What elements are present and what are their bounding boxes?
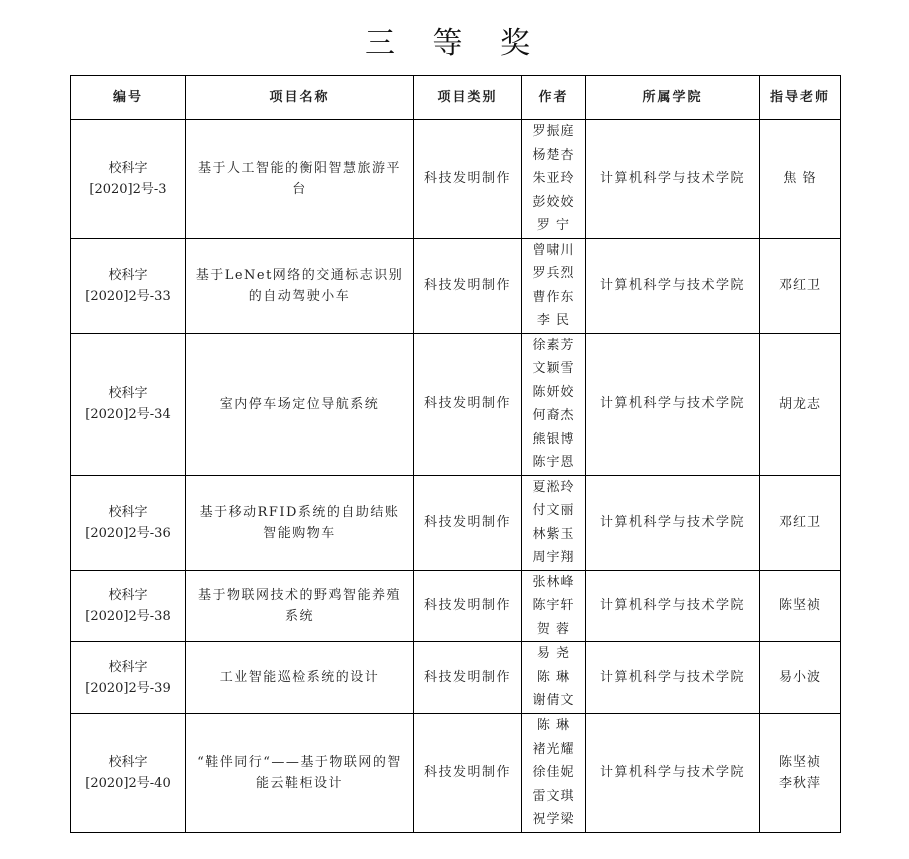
id-number: [2020]2号-36 [85,525,171,541]
author-name: 熊银博 [532,431,575,447]
author-name: 徐佳妮 [532,765,575,780]
page-title: 三 等 奖 [364,26,545,61]
authors-cell [522,570,586,642]
author-name: 李 民 [536,313,571,328]
author-name: 陈 琳 [536,718,571,733]
advisor-cell: 邓红卫 [760,238,841,333]
authors-cell [522,642,586,714]
table-row [71,238,841,333]
project-name-cell: 基于人工智能的衡阳智慧旅游平台 [186,120,414,239]
advisor-cell: 胡龙志 [760,333,841,475]
author-name: 曾啸川 [532,242,575,258]
authors-cell [522,714,586,833]
header-id: 编号 [71,76,186,120]
project-id-cell [71,642,186,714]
project-category-cell: 科技发明制作 [414,570,522,642]
author-name: 林紫玉 [532,526,575,542]
table-row [71,642,841,714]
id-prefix: 校科字 [108,754,148,770]
school-cell: 计算机科学与技术学院 [586,238,760,333]
author-name: 陈宇轩 [532,598,575,613]
school-cell: 计算机科学与技术学院 [586,333,760,475]
table-header-row [71,76,841,120]
project-id-cell [71,475,186,570]
advisor-cell: 焦 铬 [760,120,841,239]
advisor-cell: 邓红卫 [760,475,841,570]
id-number: [2020]2号-34 [85,407,171,422]
author-name: 罗 宁 [536,218,571,233]
advisor-name: 陈坚祯 [778,754,821,770]
id-number: [2020]2号-40 [85,775,171,791]
author-name: 徐素芳 [532,337,575,353]
project-category-cell: 科技发明制作 [414,475,522,570]
header-category: 项目类别 [414,76,522,120]
table-row [71,714,841,833]
authors-cell [522,333,586,475]
school-cell: 计算机科学与技术学院 [586,642,760,714]
id-number: [2020]2号-39 [85,680,171,696]
author-name: 彭姣姣 [532,194,575,210]
authors-cell [522,238,586,333]
project-category-cell: 科技发明制作 [414,120,522,239]
author-name: 何裔杰 [532,408,575,423]
project-id-cell [71,714,186,833]
author-name: 贺 蓉 [536,621,571,637]
advisor-cell: 易小波 [760,642,841,714]
author-name: 陈宇恩 [532,455,575,470]
school-cell: 计算机科学与技术学院 [586,475,760,570]
id-prefix: 校科字 [108,267,148,283]
project-id-cell [71,120,186,239]
author-name: 祝学梁 [532,812,575,827]
author-name: 张林峰 [532,574,575,590]
author-name: 陈妍姣 [532,384,575,400]
table-row [71,333,841,475]
project-category-cell: 科技发明制作 [414,333,522,475]
author-name: 杨楚杏 [532,147,575,163]
authors-cell [522,475,586,570]
author-name: 易 尧 [536,646,571,662]
id-prefix: 校科字 [108,160,148,176]
id-prefix: 校科字 [108,386,148,401]
school-cell: 计算机科学与技术学院 [586,570,760,642]
author-name: 罗振庭 [532,124,575,139]
project-name-cell: 基于物联网技术的野鸡智能养殖系统 [186,570,414,642]
id-number: [2020]2号-38 [85,608,171,624]
id-number: [2020]2号-33 [85,288,171,304]
author-name: 朱亚玲 [532,171,575,186]
advisor-name: 李秋萍 [778,775,821,791]
table-row [71,120,841,239]
advisor-cell [760,714,841,833]
header-authors: 作者 [522,76,586,120]
id-prefix: 校科字 [108,504,148,520]
project-name-cell: 基于LeNet网络的交通标志识别的自动驾驶小车 [186,238,414,333]
author-name: 罗兵烈 [532,266,575,281]
id-number: [2020]2号-3 [89,181,167,197]
school-cell: 计算机科学与技术学院 [586,120,760,239]
project-id-cell [71,238,186,333]
advisor-cell: 陈坚祯 [760,570,841,642]
author-name: 付文丽 [532,503,575,518]
author-name: 文颖雪 [532,361,575,376]
author-name: 谢倩文 [532,693,575,709]
project-category-cell: 科技发明制作 [414,238,522,333]
table-row [71,475,841,570]
project-category-cell: 科技发明制作 [414,714,522,833]
author-name: 曹作东 [532,289,575,305]
project-name-cell: 室内停车场定位导航系统 [186,333,414,475]
id-prefix: 校科字 [108,587,148,603]
award-table [70,75,841,833]
author-name: 雷文琪 [532,788,575,804]
header-project: 项目名称 [186,76,414,120]
project-id-cell [71,570,186,642]
project-name-cell: “鞋伴同行“——基于物联网的智能云鞋柜设计 [186,714,414,833]
project-id-cell [71,333,186,475]
header-advisor: 指导老师 [760,76,841,120]
author-name: 周宇翔 [532,550,575,565]
school-cell: 计算机科学与技术学院 [586,714,760,833]
authors-cell [522,120,586,239]
project-name-cell: 工业智能巡检系统的设计 [186,642,414,714]
author-name: 褚光耀 [532,741,575,757]
project-name-cell: 基于移动RFID系统的自助结账智能购物车 [186,475,414,570]
author-name: 夏淞玲 [532,479,575,495]
header-school: 所属学院 [586,76,760,120]
table-row [71,570,841,642]
project-category-cell: 科技发明制作 [414,642,522,714]
id-prefix: 校科字 [108,659,148,675]
author-name: 陈 琳 [536,669,571,685]
